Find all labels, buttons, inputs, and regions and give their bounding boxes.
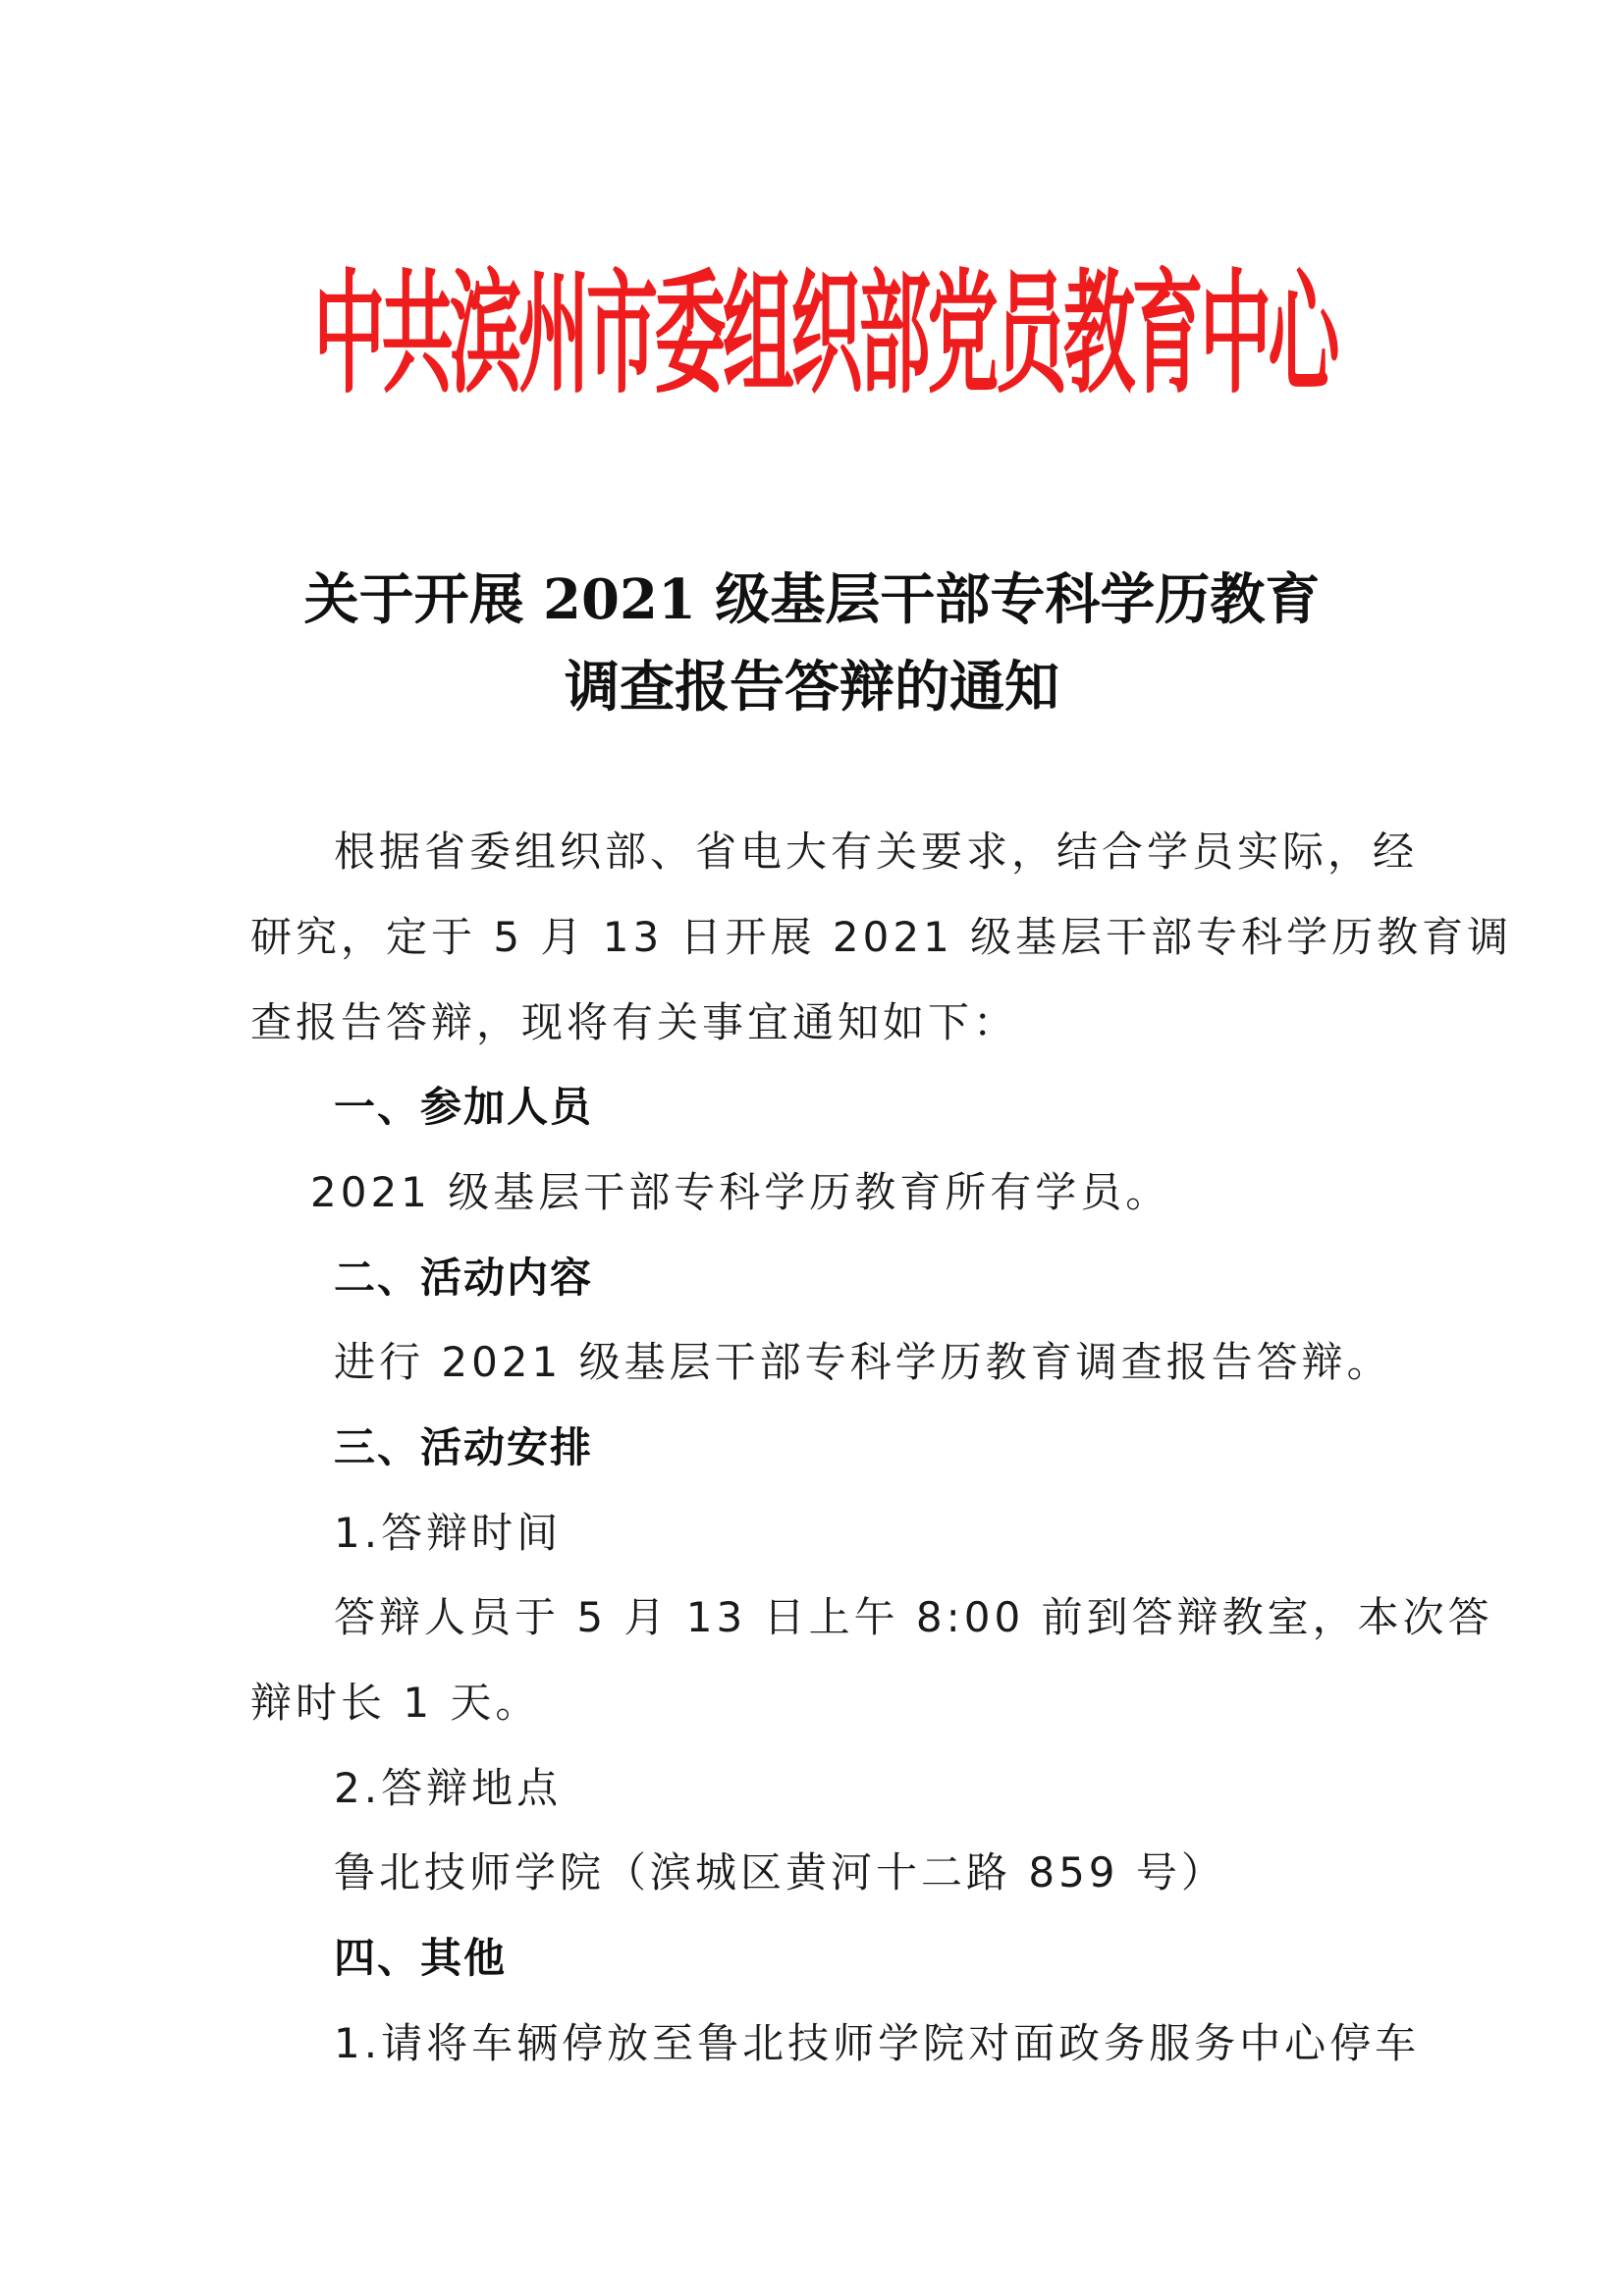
- defense-time-title: 1.答辩时间: [334, 1509, 563, 1557]
- document-title-line-2: 调查报告答辩的通知: [565, 655, 1059, 720]
- defense-location-title: 2.答辩地点: [334, 1764, 563, 1812]
- organization-name: 中共滨州市委组织部党员教育中心: [313, 254, 1336, 412]
- participants-text: 2021 级基层干部专科学历教育所有学员。: [310, 1168, 1171, 1216]
- section-heading-other: 四、其他: [334, 1934, 508, 1982]
- defense-location-text: 鲁北技师学院（滨城区黄河十二路 859 号）: [334, 1848, 1226, 1896]
- intro-line-2: 研究，定于 5 月 13 日开展 2021 级基层干部专科学历教育调: [250, 913, 1513, 961]
- section-heading-content: 二、活动内容: [334, 1254, 594, 1302]
- document-title-line-1: 关于开展 2021 级基层干部专科学历教育: [303, 567, 1321, 632]
- intro-line-3: 查报告答辩，现将有关事宜通知如下：: [250, 998, 1019, 1046]
- content-text: 进行 2021 级基层干部专科学历教育调查报告答辩。: [334, 1338, 1392, 1386]
- other-item-1-line-1: 1.请将车辆停放至鲁北技师学院对面政务服务中心停车: [334, 2019, 1421, 2067]
- intro-line-1: 根据省委组织部、省电大有关要求，结合学员实际，经: [334, 828, 1419, 876]
- organization-letterhead: [0, 226, 1624, 442]
- defense-time-line-2: 辩时长 1 天。: [250, 1679, 541, 1727]
- defense-time-line-1: 答辩人员于 5 月 13 日上午 8:00 前到答辩教室，本次答: [334, 1593, 1493, 1641]
- section-heading-arrangement: 三、活动安排: [334, 1423, 594, 1471]
- section-heading-participants: 一、参加人员: [334, 1083, 594, 1131]
